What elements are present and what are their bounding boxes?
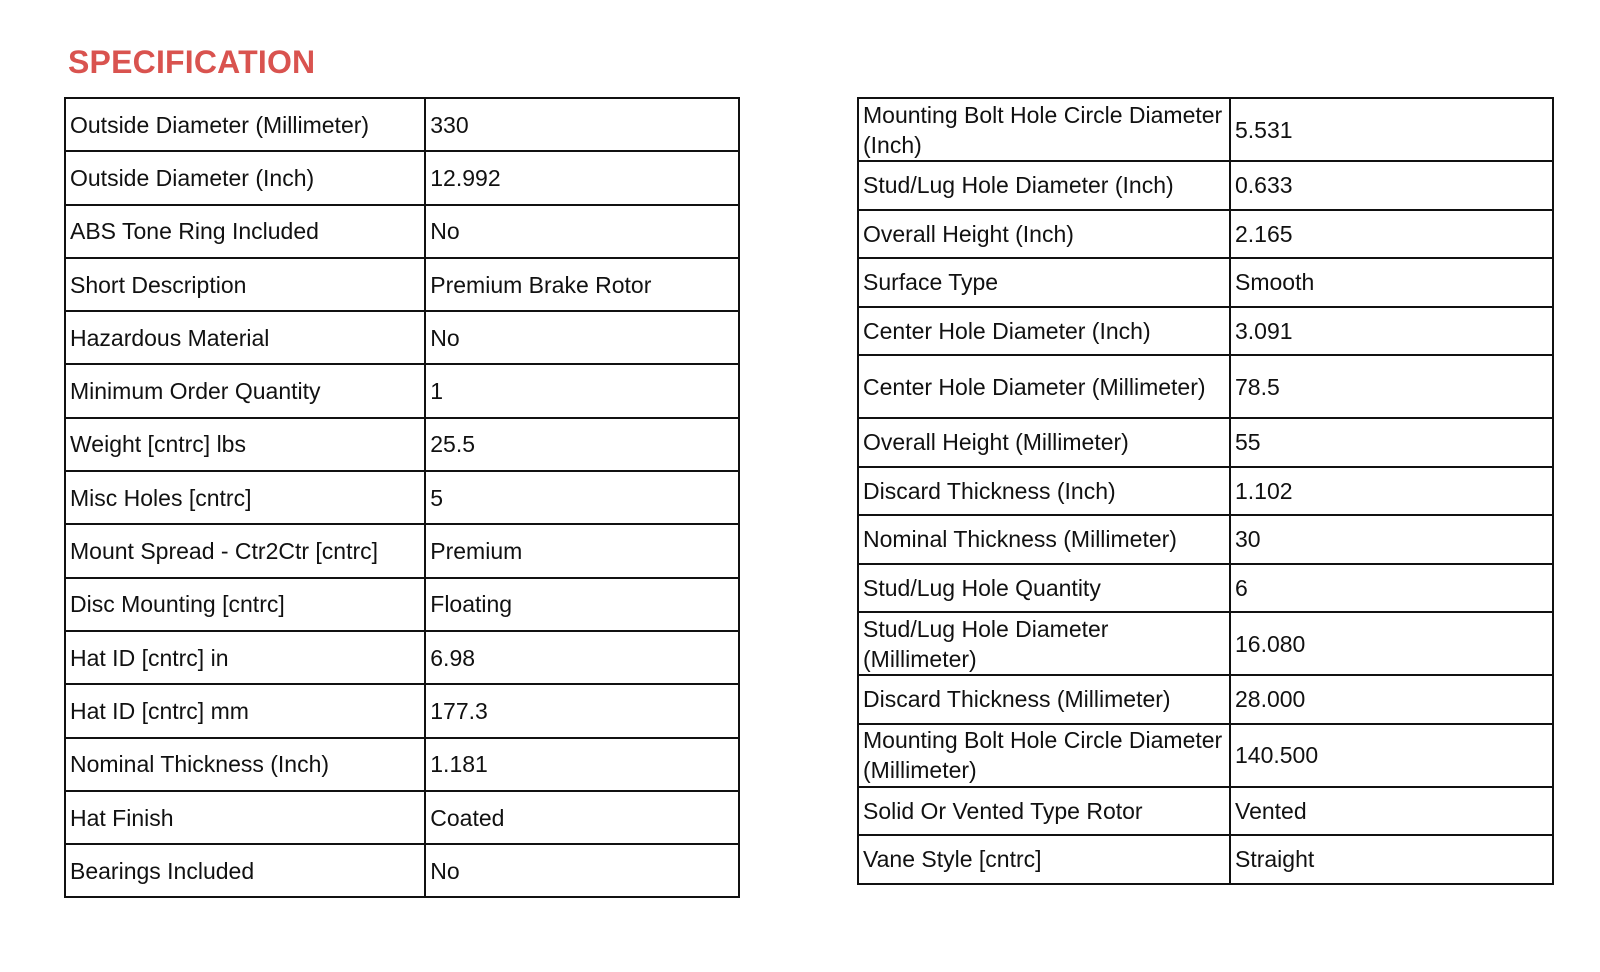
- spec-value: 6.98: [425, 631, 739, 684]
- spec-value: 12.992: [425, 151, 739, 204]
- table-row: [65, 524, 739, 577]
- spec-label: Hat ID [cntrc] in: [65, 631, 425, 684]
- spec-label: Weight [cntrc] lbs: [65, 418, 425, 471]
- spec-value: Smooth: [1230, 258, 1553, 307]
- table-row: [65, 364, 739, 417]
- table-row: [65, 98, 739, 151]
- spec-value: Floating: [425, 578, 739, 631]
- table-row: [65, 418, 739, 471]
- spec-value: Premium: [425, 524, 739, 577]
- spec-label: Nominal Thickness (Inch): [65, 738, 425, 791]
- spec-value: 5: [425, 471, 739, 524]
- spec-label: Mounting Bolt Hole Circle Diameter (Millimeter): [858, 724, 1230, 787]
- table-row: [858, 564, 1553, 613]
- spec-value: Vented: [1230, 787, 1553, 836]
- spec-label: Solid Or Vented Type Rotor: [858, 787, 1230, 836]
- spec-value: 28.000: [1230, 675, 1553, 724]
- table-row: [858, 258, 1553, 307]
- spec-label: ABS Tone Ring Included: [65, 205, 425, 258]
- table-row: [858, 161, 1553, 210]
- table-row: [65, 311, 739, 364]
- page-title: SPECIFICATION: [68, 44, 316, 80]
- spec-value: Coated: [425, 791, 739, 844]
- spec-value: Premium Brake Rotor: [425, 258, 739, 311]
- spec-value: No: [425, 205, 739, 258]
- table-row: [65, 684, 739, 737]
- spec-label: Mounting Bolt Hole Circle Diameter (Inch): [858, 98, 1230, 161]
- spec-label: Nominal Thickness (Millimeter): [858, 515, 1230, 564]
- table-row: [65, 151, 739, 204]
- spec-label: Overall Height (Millimeter): [858, 418, 1230, 467]
- spec-label: Stud/Lug Hole Diameter (Inch): [858, 161, 1230, 210]
- spec-table-right: [857, 97, 1554, 885]
- spec-value: 1.102: [1230, 467, 1553, 516]
- spec-value: 16.080: [1230, 612, 1553, 675]
- spec-label: Discard Thickness (Inch): [858, 467, 1230, 516]
- table-row: [65, 205, 739, 258]
- spec-value: 2.165: [1230, 210, 1553, 259]
- spec-label: Stud/Lug Hole Diameter (Millimeter): [858, 612, 1230, 675]
- spec-label: Discard Thickness (Millimeter): [858, 675, 1230, 724]
- spec-value: No: [425, 311, 739, 364]
- table-row: [858, 675, 1553, 724]
- spec-value: 177.3: [425, 684, 739, 737]
- spec-value: 3.091: [1230, 307, 1553, 356]
- spec-label: Overall Height (Inch): [858, 210, 1230, 259]
- table-row: [65, 471, 739, 524]
- spec-label: Misc Holes [cntrc]: [65, 471, 425, 524]
- spec-value: 78.5: [1230, 355, 1553, 418]
- spec-value: 330: [425, 98, 739, 151]
- table-row: [858, 724, 1553, 787]
- spec-label: Stud/Lug Hole Quantity: [858, 564, 1230, 613]
- spec-label: Outside Diameter (Inch): [65, 151, 425, 204]
- table-row: [858, 835, 1553, 884]
- spec-value: 1: [425, 364, 739, 417]
- spec-label: Hat Finish: [65, 791, 425, 844]
- table-row: [858, 515, 1553, 564]
- spec-label: Short Description: [65, 258, 425, 311]
- spec-label: Center Hole Diameter (Millimeter): [858, 355, 1230, 418]
- spec-label: Center Hole Diameter (Inch): [858, 307, 1230, 356]
- table-row: [858, 355, 1553, 418]
- spec-value: No: [425, 844, 739, 897]
- spec-label: Mount Spread - Ctr2Ctr [cntrc]: [65, 524, 425, 577]
- spec-label: Surface Type: [858, 258, 1230, 307]
- table-row: [858, 612, 1553, 675]
- spec-label: Vane Style [cntrc]: [858, 835, 1230, 884]
- spec-value: 55: [1230, 418, 1553, 467]
- table-row: [65, 631, 739, 684]
- table-row: [65, 844, 739, 897]
- table-row: [858, 98, 1553, 161]
- spec-value: 30: [1230, 515, 1553, 564]
- table-row: [858, 307, 1553, 356]
- table-row: [858, 418, 1553, 467]
- spec-value: Straight: [1230, 835, 1553, 884]
- table-row: [65, 738, 739, 791]
- spec-value: 1.181: [425, 738, 739, 791]
- spec-table-left: [64, 97, 740, 898]
- spec-value: 6: [1230, 564, 1553, 613]
- table-row: [65, 258, 739, 311]
- table-row: [858, 787, 1553, 836]
- spec-label: Outside Diameter (Millimeter): [65, 98, 425, 151]
- table-row: [858, 210, 1553, 259]
- spec-value: 5.531: [1230, 98, 1553, 161]
- spec-label: Bearings Included: [65, 844, 425, 897]
- spec-value: 0.633: [1230, 161, 1553, 210]
- spec-label: Minimum Order Quantity: [65, 364, 425, 417]
- spec-value: 25.5: [425, 418, 739, 471]
- spec-label: Hat ID [cntrc] mm: [65, 684, 425, 737]
- table-row: [65, 578, 739, 631]
- spec-label: Disc Mounting [cntrc]: [65, 578, 425, 631]
- spec-value: 140.500: [1230, 724, 1553, 787]
- table-row: [65, 791, 739, 844]
- table-row: [858, 467, 1553, 516]
- spec-label: Hazardous Material: [65, 311, 425, 364]
